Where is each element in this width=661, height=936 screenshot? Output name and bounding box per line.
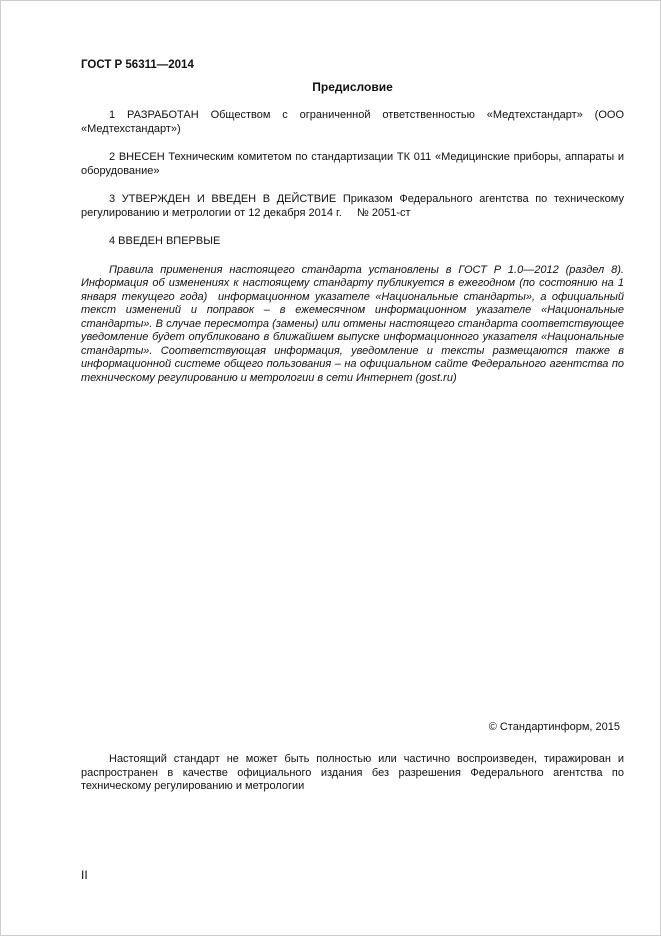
page-number: II: [81, 868, 88, 882]
preface-item-1: 1 РАЗРАБОТАН Обществом с ограниченной ответственностью «Медтехстандарт» (ООО «Медтехстандарт»): [81, 109, 624, 135]
preface-item-2: 2 ВНЕСЕН Техническим комитетом по стандартизации ТК 011 «Медицинские приборы, аппараты и оборудование»: [81, 151, 624, 177]
reproduction-restriction-note: Настоящий стандарт не может быть полностью или частично воспроизведен, тиражирован и распространен в качестве официального издания без разрешения Федерального агентства по техническому регулированию и метрологии: [81, 753, 624, 792]
page-content: [1, 1, 660, 385]
application-rules-note: Правила применения настоящего стандарта установлены в ГОСТ Р 1.0—2012 (раздел 8). Информация об изменениях к настоящему стандарту публикуется в ежегодном (по состоянию на 1 января текущего года) информационном указателе «Национальные стандарты», а официальный текст изменений и поправок – в ежемесячном информационном указателе «Национальные стандарты». В случае пересмотра (замены) или отмены настоящего стандарта соответствующее уведомление будет опубликовано в ближайшем выпуске информационного указателя «Национальные стандарты». Соответствующая информация, уведомление и тексты размещаются также в информационной системе общего пользования – на официальном сайте Федерального агентства по техническому регулированию и метрологии в сети Интернет (gost.ru): [81, 263, 624, 384]
page-title: Предисловие: [312, 79, 393, 94]
preface-item-3: 3 УТВЕРЖДЕН И ВВЕДЕН В ДЕЙСТВИЕ Приказом Федерального агентства по техническому регулированию и метрологии от 12 декабря 2014 г. № 2051-ст: [81, 193, 624, 219]
copyright-line: © Стандартинформ, 2015: [488, 721, 620, 733]
doc-designation: ГОСТ Р 56311—2014: [81, 59, 194, 71]
preface-item-4: 4 ВВЕДЕН ВПЕРВЫЕ: [109, 235, 221, 247]
